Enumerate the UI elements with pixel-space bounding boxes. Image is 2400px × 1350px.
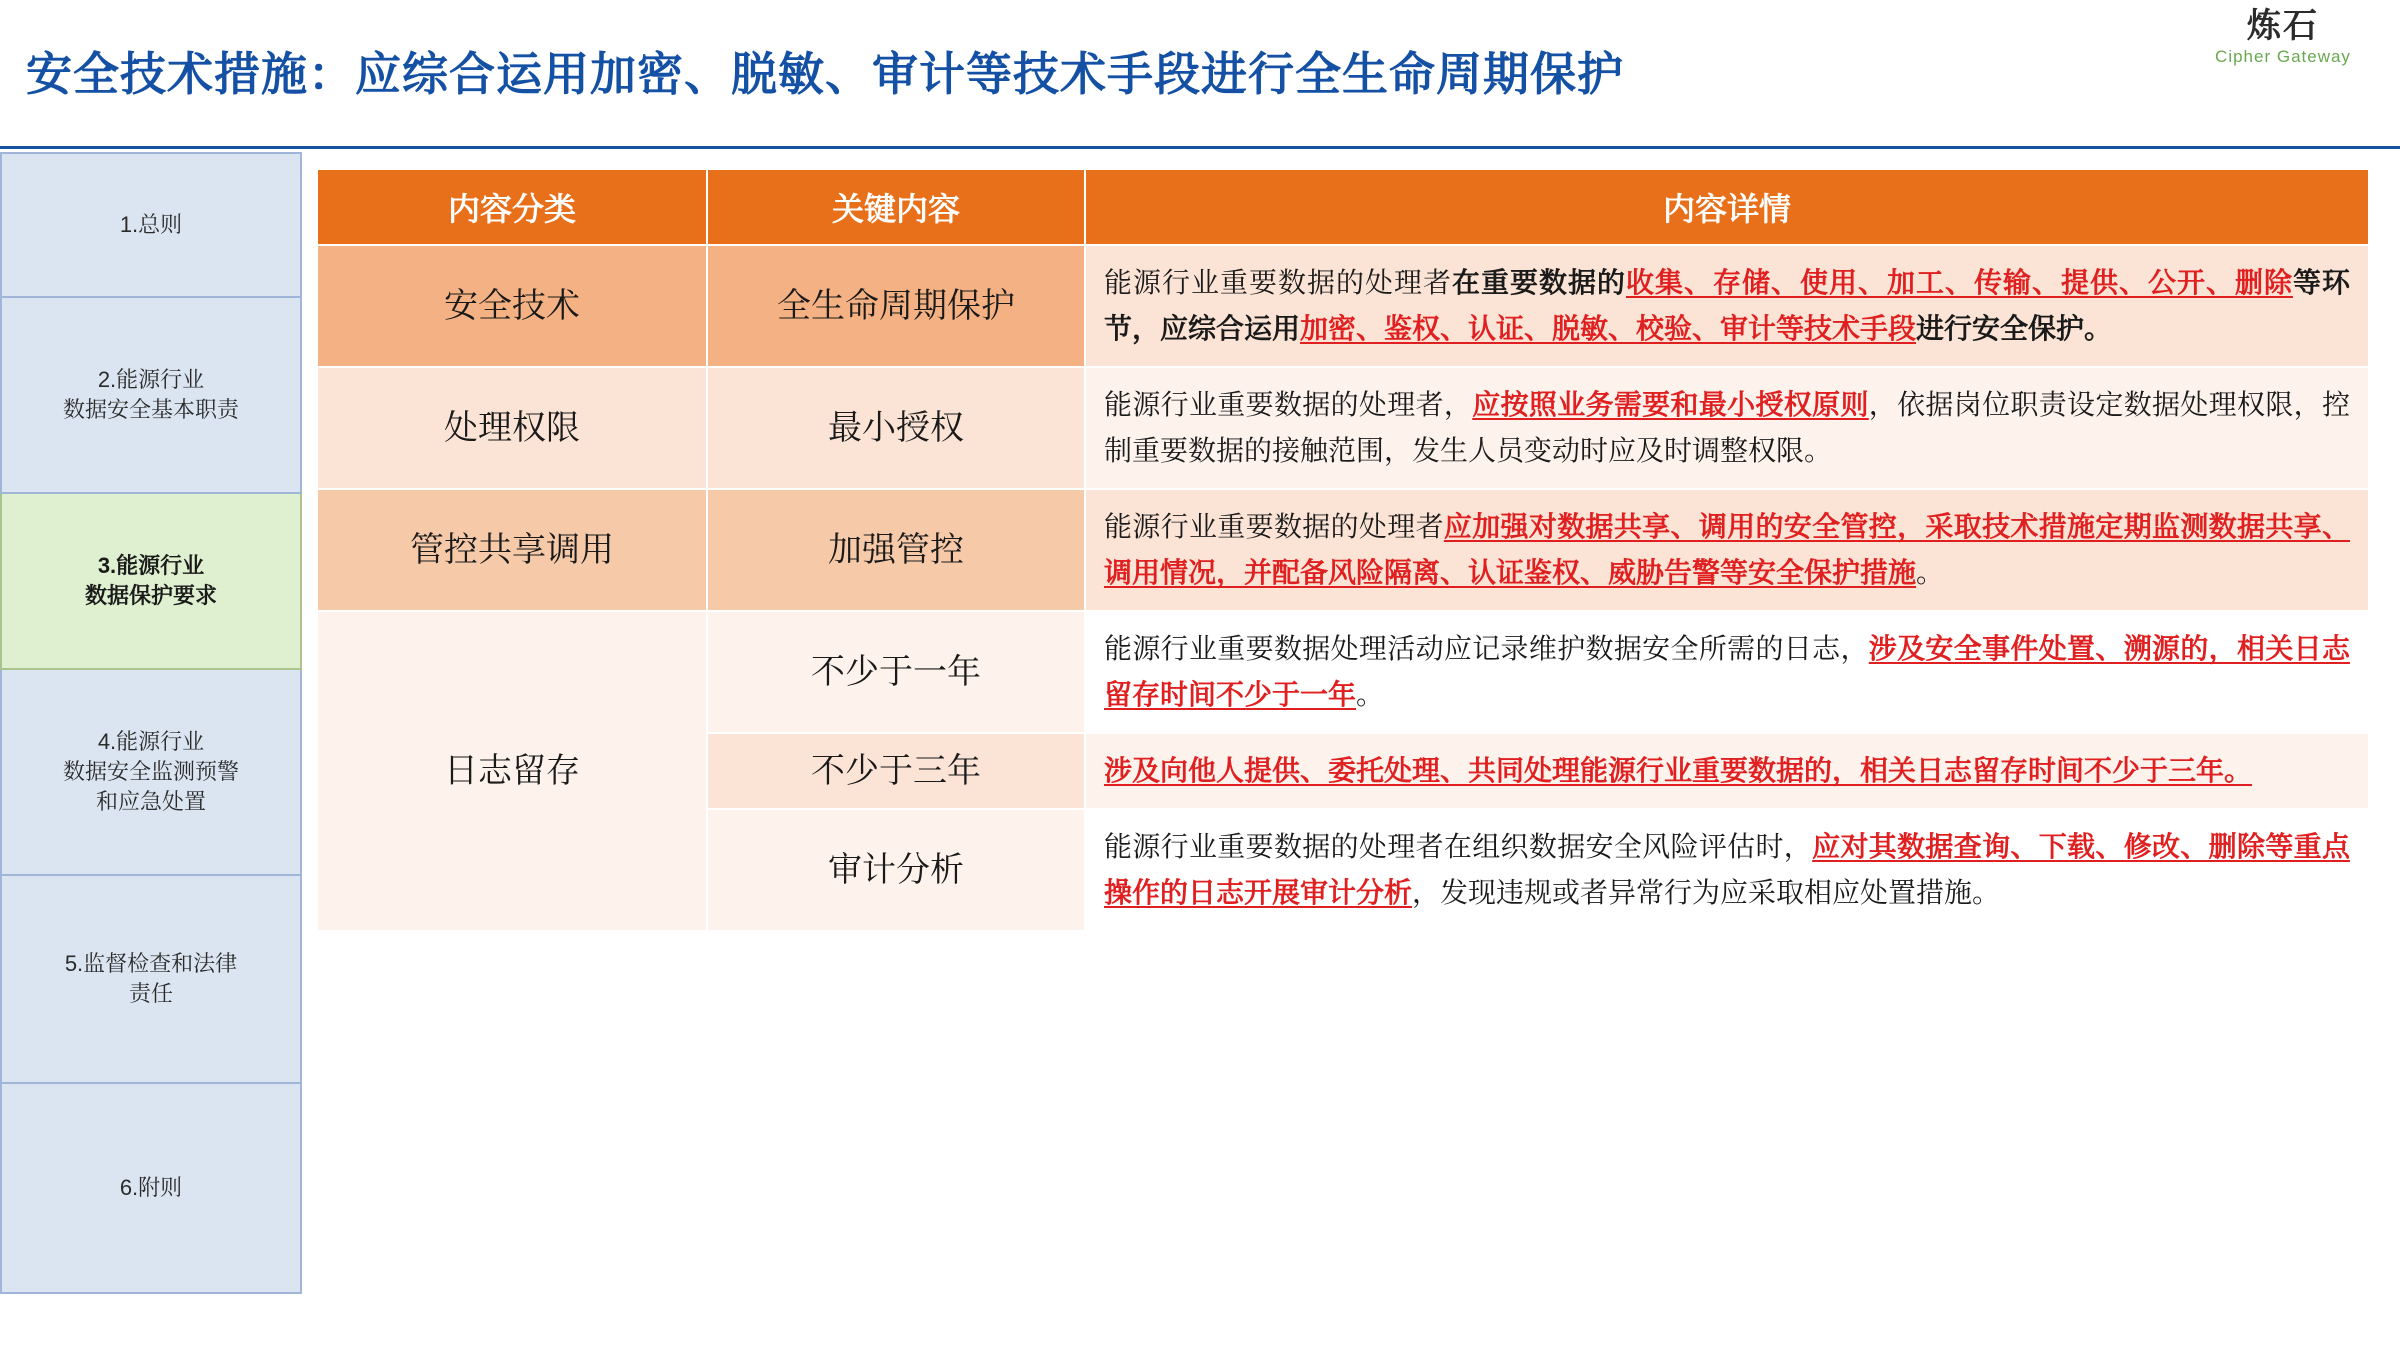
- column-header-category: 内容分类: [317, 169, 707, 245]
- table-row: [317, 489, 2369, 611]
- sidebar-item-label: 6.附则: [119, 1175, 183, 1200]
- detail-text-segment: ，发现违规或者异常行为应采取相应处置措施。: [1412, 877, 2001, 908]
- content-table: [316, 168, 2370, 932]
- detail-text-segment: 涉及向他人提供、委托处理、共同处理能源行业重要数据的，相关日志留存时间不少于三年。: [1104, 755, 2253, 786]
- sidebar-item-5[interactable]: [0, 876, 302, 1084]
- cell-key: 审计分析: [707, 809, 1085, 931]
- cell-category: 处理权限: [317, 367, 707, 489]
- sidebar-item-4[interactable]: [0, 670, 302, 876]
- sidebar-item-6[interactable]: [0, 1084, 302, 1294]
- table-head: [317, 169, 2369, 245]
- content-table-wrapper: [316, 168, 2368, 932]
- detail-text-segment: 能源行业重要数据的处理者: [1104, 267, 1452, 298]
- detail-text-segment: 应按照业务需要和最小授权原则: [1472, 389, 1869, 420]
- cell-key: 全生命周期保护: [707, 245, 1085, 367]
- cell-category: 管控共享调用: [317, 489, 707, 611]
- detail-text-segment: 进行安全保护。: [1916, 313, 2113, 344]
- sidebar-item-3[interactable]: [0, 494, 302, 670]
- cell-detail: [1085, 809, 2369, 931]
- sidebar-item-label: 1.总则: [119, 212, 183, 237]
- brand-logo: [2188, 6, 2378, 92]
- column-header-key: 关键内容: [707, 169, 1085, 245]
- column-header-detail: 内容详情: [1085, 169, 2369, 245]
- cell-key: 不少于一年: [707, 611, 1085, 733]
- cell-detail: [1085, 489, 2369, 611]
- table-row: [317, 245, 2369, 367]
- cell-detail: [1085, 611, 2369, 733]
- detail-text-segment: 应加强对数据共享、调用的安全管控，采取技术措施定期监测数据共享、调用情况，并配备风险隔离、认证鉴权、威胁告警等安全保护措施: [1104, 511, 2350, 588]
- sidebar-nav[interactable]: [0, 152, 302, 1350]
- detail-text-segment: 。: [1356, 679, 1385, 710]
- sidebar-item-1[interactable]: [0, 152, 302, 298]
- cell-detail: [1085, 367, 2369, 489]
- cell-detail: [1085, 245, 2369, 367]
- slide-header: [0, 0, 2400, 148]
- detail-text-segment: 等环节，应综合运用: [1104, 267, 2350, 344]
- detail-text-segment: 。: [1916, 557, 1945, 588]
- sidebar-item-label: 4.能源行业 数据安全监测预警 和应急处置: [62, 729, 239, 814]
- cell-key: 最小授权: [707, 367, 1085, 489]
- cell-category: 安全技术: [317, 245, 707, 367]
- cell-key: 加强管控: [707, 489, 1085, 611]
- detail-text-segment: 能源行业重要数据的处理者: [1104, 511, 1444, 542]
- cell-key: 不少于三年: [707, 733, 1085, 809]
- detail-text-segment: 能源行业重要数据处理活动应记录维护数据安全所需的日志，: [1104, 633, 1869, 664]
- logo-text-cn: 炼石: [2247, 7, 2319, 45]
- page-title: 安全技术措施：应综合运用加密、脱敏、审计等技术手段进行全生命周期保护: [26, 48, 1624, 100]
- detail-text-segment: 能源行业重要数据的处理者在组织数据安全风险评估时，: [1104, 831, 1813, 862]
- sidebar-item-label: 3.能源行业 数据保护要求: [84, 553, 217, 608]
- sidebar-item-label: 2.能源行业 数据安全基本职责: [62, 367, 239, 422]
- detail-text-segment: 能源行业重要数据的处理者，: [1104, 389, 1473, 420]
- detail-text-segment: 在重要数据的: [1451, 267, 1626, 298]
- table-header-row: [317, 169, 2369, 245]
- detail-text-segment: 应对其数据查询、下载、修改、删除等重点操作的日志开展审计分析: [1104, 831, 2350, 908]
- table-row: [317, 367, 2369, 489]
- table-body: [317, 245, 2369, 931]
- logo-text-en: Cipher Gateway: [2215, 47, 2351, 66]
- detail-text-segment: 加密、鉴权、认证、脱敏、校验、审计等技术手段: [1300, 313, 1917, 344]
- cell-detail: [1085, 733, 2369, 809]
- header-divider: [0, 146, 2400, 149]
- detail-text-segment: 收集、存储、使用、加工、传输、提供、公开、删除: [1625, 267, 2293, 298]
- detail-text-segment: ，依据岗位职责设定数据处理权限，控制重要数据的接触范围，发生人员变动时应及时调整权限。: [1104, 389, 2350, 466]
- table-row: [317, 611, 2369, 733]
- sidebar-item-2[interactable]: [0, 298, 302, 494]
- detail-text-segment: 涉及安全事件处置、溯源的，相关日志留存时间不少于一年: [1104, 633, 2350, 710]
- cell-category-merged: 日志留存: [317, 611, 707, 931]
- sidebar-item-label: 5.监督检查和法律 责任: [64, 951, 238, 1006]
